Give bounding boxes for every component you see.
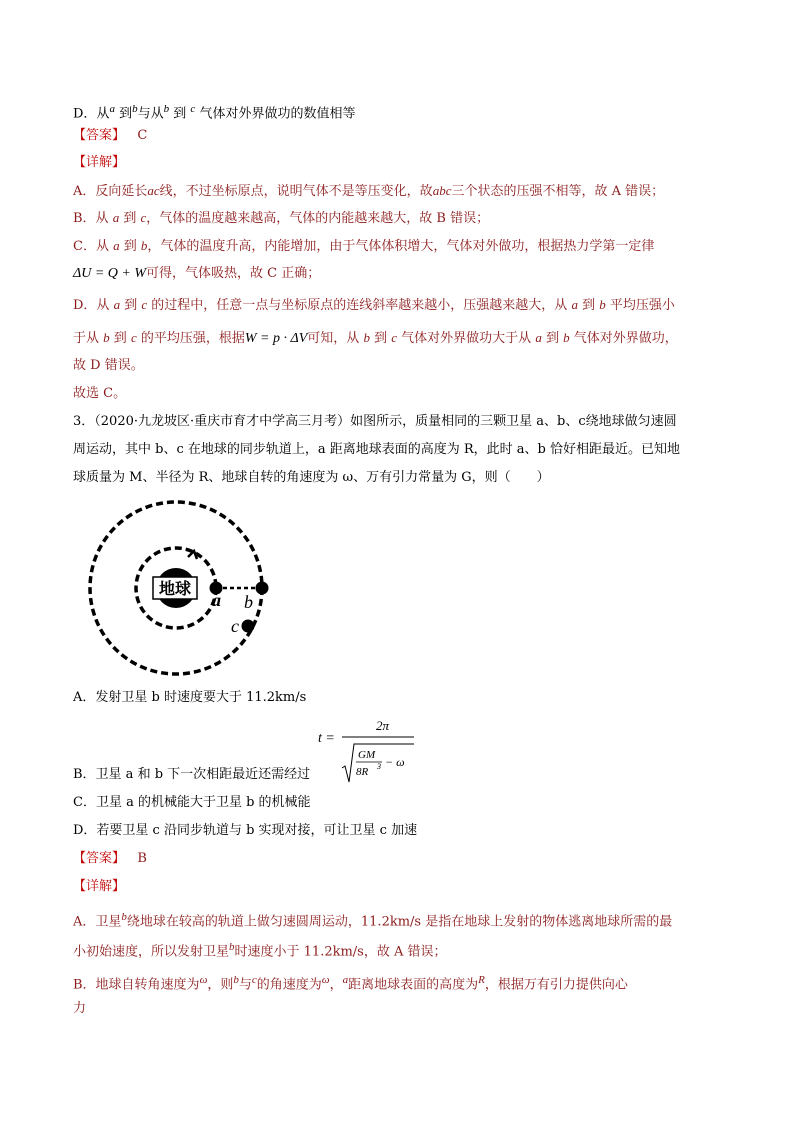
q3-detail-b-cont: 力 <box>73 1001 87 1016</box>
q2-detail-label: 【详解】 <box>73 155 126 170</box>
satellite-b <box>256 582 269 595</box>
work-formula: W = p · ΔV <box>244 331 308 346</box>
direction-arrow-icon <box>188 551 197 559</box>
q2-detail-c: C．从 a 到 b，气体的温度升高，内能增加，由于气体体积增大，气体对外做功，根据热力学第一定律 <box>73 238 655 254</box>
q3-answer: 【答案】 B <box>73 851 147 866</box>
label-b: b <box>244 592 253 612</box>
svg-text:− ω: − ω <box>385 755 405 769</box>
q3-stem-line2: 周运动，其中 b、c 在地球的同步轨道上，a 距离地球表面的高度为 R，此时 a、b 恰好相距最近。已知地 <box>73 442 681 457</box>
q3-detail-label: 【详解】 <box>73 879 126 894</box>
svg-text:3: 3 <box>377 762 381 771</box>
q2-detail-d: D．从 a 到 c 的过程中，任意一点与坐标原点的连线斜率越来越小，压强越来越大，从 a 到 b 平均压强小 <box>73 297 675 313</box>
q3-detail-a: A．卫星$^b$绕地球在较高的轨道上做匀速圆周运动，11.2km/s 是指在地球上发射的物体逃离地球所需的最 <box>73 911 673 930</box>
time-formula <box>318 718 428 790</box>
label-c: c <box>231 616 239 636</box>
first-law-formula: ΔU = Q + W <box>73 266 146 281</box>
svg-text:8R: 8R <box>356 766 369 778</box>
q3-option-a: A．发射卫星 b 时速度要大于 11.2km/s <box>73 690 307 705</box>
q2-detail-d-end: 故 D 错误。 <box>73 358 144 373</box>
q3-option-d: D．若要卫星 c 沿同步轨道与 b 实现对接，可让卫星 c 加速 <box>73 823 418 838</box>
orbit-diagram <box>80 497 292 683</box>
q2-detail-c-cont: ΔU = Q + W可得，气体吸热，故 C 正确； <box>73 266 321 281</box>
earth-label: 地球 <box>158 579 192 598</box>
q3-detail-a-cont: 小初始速度，所以发射卫星$^b$时速度小于 11.2km/s，故 A 错误； <box>73 941 447 960</box>
q3-detail-b: B．地球自转角速度为$^\omega$，则$^b$与$^c$的角速度为$^\omega$，$^a$距离地球表面的高度为$^R$，根据万有引力提供向心 <box>73 974 628 993</box>
q2-detail-b: B．从 a 到 c，气体的温度越来越高，气体的内能越来越大，故 B 错误； <box>73 210 490 226</box>
q3-option-c: C．卫星 a 的机械能大于卫星 b 的机械能 <box>73 795 311 810</box>
q3-stem-line1: 3．（2020·九龙坡区·重庆市育才中学高三月考）如图所示，质量相同的三颗卫星 a、b、c绕地球做匀速圆 <box>73 414 677 429</box>
q2-conclusion: 故选 C。 <box>73 386 127 401</box>
svg-text:GM: GM <box>358 749 376 761</box>
q3-option-b: B．卫星 a 和 b 下一次相距最近还需经过 <box>73 767 311 782</box>
q3-stem-line3: 球质量为 M、半径为 R、地球自转的角速度为 ω、万有引力常量为 G，则（ ） <box>73 470 550 485</box>
label-a: a <box>212 590 221 610</box>
q2-option-d: D．从$^a$ 到$^b$与从$^b$ 到 $^c$ 气体对外界做功的数值相等 <box>73 103 356 122</box>
q2-detail-d-cont: 于从 b 到 c 的平均压强，根据W = p · ΔV可知，从 b 到 c 气体对外界做功大于从 a 到 b 气体对外界做功， <box>73 330 678 346</box>
svg-text:2π: 2π <box>376 718 390 733</box>
svg-text:t =: t = <box>318 731 335 746</box>
satellite-c <box>242 620 255 633</box>
q2-answer: 【答案】 C <box>73 128 148 143</box>
q2-detail-a: A．反向延长ac线，不过坐标原点，说明气体不是等压变化，故abc三个状态的压强不相等，故 A 错误； <box>73 183 665 199</box>
